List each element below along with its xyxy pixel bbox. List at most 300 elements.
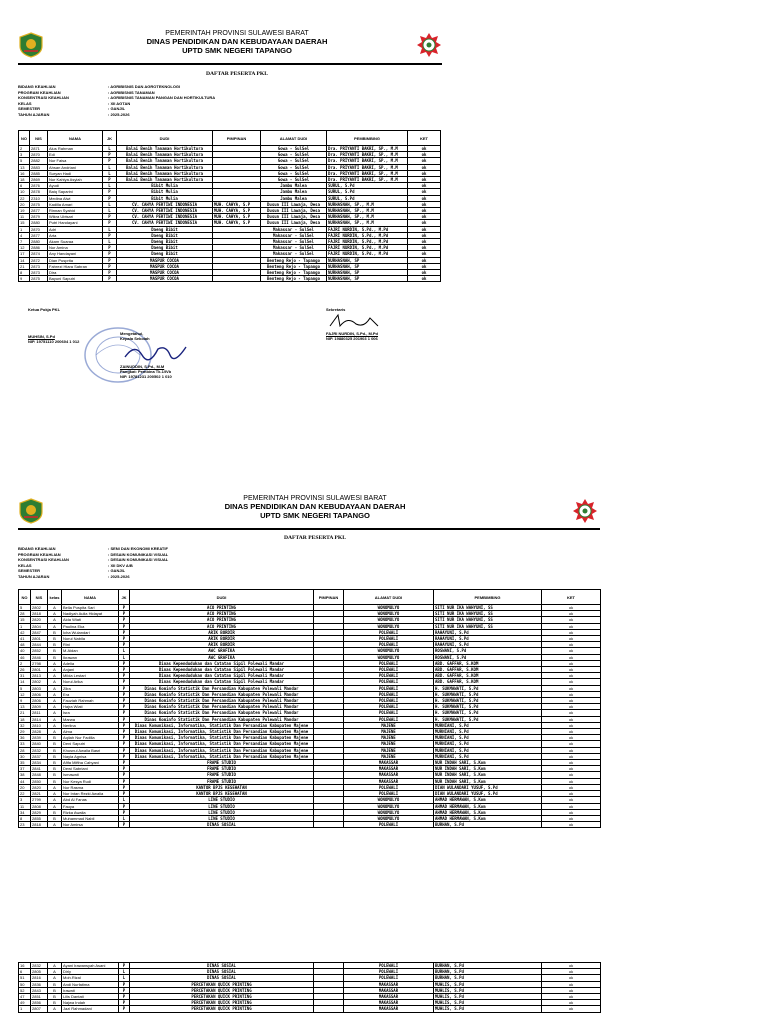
table-cell: Dinas Kependudukan dan Catatan Sipil Polewali Mandar [130,679,314,685]
table-cell: 20 [19,784,31,790]
table-cell: MURNIANI, S.Pd [434,735,542,741]
table-cell: NUR INDAH SARI, S.Kom [434,760,542,766]
table-cell: Kadilla Amari [48,201,103,207]
column-header: JK [119,590,130,605]
table-cell: MAKASSAR [344,994,434,1000]
table-cell: MAJENE [344,735,434,741]
table-cell: SITI NUR IKA WAHYUNI, SS [434,611,542,617]
table-cell: 9 [19,698,31,704]
column-header: NAMA [62,590,119,605]
table-cell: P [119,623,130,629]
table-cell: MAJENE [344,722,434,728]
table-cell: MASPUR COCOA [117,270,213,276]
table-cell: 4 [19,232,30,238]
table-cell: BURHAN, S.Pd [434,969,542,975]
table-cell: P [119,994,130,1000]
table-cell: DINAS SOSIAL [130,969,314,975]
table-cell: MAKASSAR [344,1006,434,1012]
table-cell: 2870 [30,152,48,158]
table-cell: ok [542,784,601,790]
table-cell: Dirly [62,969,119,975]
table-cell: Ismawati [62,772,119,778]
table-cell: 2 [19,660,31,666]
table-cell: AHMAD HERMAWAN, S.Kom [434,809,542,815]
table-cell: PERCETAKAN QUICK PRINTING [130,1000,314,1006]
table-cell: ABD. GAFFAR, S.KOM [434,667,542,673]
table-cell: ok [542,797,601,803]
table-cell: Aqilah Nur Fadilla [62,735,119,741]
table-cell: ok [542,809,601,815]
table-cell: 2875 [30,201,48,207]
table-cell: H. SUKMAWATI, S.Pd [434,691,542,697]
table-cell: 2803 [31,685,48,691]
table-cell: Wikra Ubtsari [48,214,103,220]
table-cell: A [48,698,62,704]
table-cell: Muhammad Nabil [62,815,119,821]
table-row [19,1006,601,1012]
table-cell: A [48,822,62,828]
principal-signature-icon [120,341,190,363]
table-cell: Dinas Komunikasi, Informatika, Statistik Dan Persandian Kabupaten Majene [130,735,314,741]
table-cell: ok [408,270,441,276]
column-header: ALAMAT DUDI [344,590,434,605]
table-cell: B [48,747,62,753]
table-cell: MURNIANI, S.Pd [434,753,542,759]
table-cell: 2877 [30,232,48,238]
table-cell: RAHAYUNI, S.Pd [434,642,542,648]
table-cell: Bibit Mulia [117,189,213,195]
table-cell: P [119,963,130,969]
table-cell: 2802 [31,605,48,611]
column-header: NAMA [48,131,103,146]
table-cell: ok [408,170,441,176]
table-cell: MURNIANI, S.Pd [434,747,542,753]
table-cell: ACO PRINTING [130,605,314,611]
table-cell: 8 [19,270,30,276]
table-cell: Lilis Dantati [62,994,119,1000]
table-cell: B [48,648,62,654]
table-cell: 36 [19,735,31,741]
table-cell: POLEWALI [344,636,434,642]
table-cell: 30 [19,753,31,759]
table-cell: 2802 [31,679,48,685]
table-cell: P [103,270,117,276]
table-cell: Balai Benih Tanaman Hortikultura [117,146,213,152]
column-header: PEMBIMBING [434,590,542,605]
table-cell: Afifa Miftha Cahyani [62,760,119,766]
meta-label: TAHUN AJARAN [18,573,50,579]
right-signer-name: FAJRI NURDIN, S.Pd., M.Pd [326,331,379,336]
table-cell: DIAN WULANDARI YUSUF, S.Pd [434,791,542,797]
table-cell: 9 [19,276,30,282]
table-cell: Gowa - SulSel [261,164,327,170]
table-cell: 2877 [30,208,48,214]
table-cell: Medina Alwi [48,195,103,201]
table-cell: ABD. GAFFAR, S.KOM [434,660,542,666]
table-cell: Benteng Rejo - Tapango [261,263,327,269]
table-cell: 2873 [30,270,48,276]
table-cell: B [48,815,62,821]
column-header: PEMBIMBING [327,131,408,146]
table-cell: Anjani [62,667,119,673]
table-cell: ok [542,963,601,969]
left-signer-nip: NIP. 19751110 200604 1 012 [28,339,80,344]
school-name: UPTD SMK NEGERI TAPANGO [182,45,292,55]
table-cell: Aida Wiati [62,617,119,623]
table-cell: 2836 [31,981,48,987]
table-cell: MURNIANI, S.Pd [434,741,542,747]
table-cell: A [48,969,62,975]
mid-signer-role: Kepala Sekolah [120,336,150,341]
table-cell: ARIK BORDIR [130,629,314,635]
table-cell: Ahsan Andriani [48,164,103,170]
table-cell: NURHASNAH, SP [327,270,408,276]
table-cell: P [119,642,130,648]
table-cell: Dra. PRIYANTI BAKRI, SP., M.M [327,152,408,158]
table-cell: ok [542,1006,601,1012]
table-cell: B [48,766,62,772]
table-cell: ok [542,710,601,716]
table-cell: Isra [62,710,119,716]
table-cell: Nur Faisa [48,158,103,164]
table-cell: ok [542,729,601,735]
table-cell: ok [542,822,601,828]
table-cell: DINAS SOSIAL [130,822,314,828]
table-cell: 2885 [30,170,48,176]
table-cell: Nur Rasma [62,784,119,790]
table-cell: ok [408,152,441,158]
table-cell: NURHASNAH, SP [327,276,408,282]
table-cell: 29 [19,729,31,735]
table-cell: Hajra Wiati [62,704,119,710]
table-cell: Dinas Komunikasi, Informatika, Statistik Dan Persandian Kabupaten Majene [130,722,314,728]
table-cell: Dinas Kominfo Statistik Dan Persandian Kabupaten Polewali Mandar [130,698,314,704]
table-cell: MAKASSAR [344,1000,434,1006]
table-cell: ABD. GAFFAR, S.KOM [434,679,542,685]
table-cell: ok [408,251,441,257]
table-cell: ok [542,760,601,766]
table-cell: ok [542,753,601,759]
table-cell: 40 [19,648,31,654]
table-cell: ROSWANI, S.Pd [434,654,542,660]
table-cell: 12 [19,245,30,251]
table-cell: L [103,170,117,176]
table-cell: Jambu Malea [261,183,327,189]
table-cell: 2814 [31,716,48,722]
table-cell: 18 [19,177,30,183]
table-cell: P [119,710,130,716]
table-cell: 2847 [31,629,48,635]
table-cell: Dinas Kependudukan dan Catatan Sipil Polewali Mandar [130,673,314,679]
table-cell: A [48,716,62,722]
table-cell: ok [542,747,601,753]
table-cell: Dewi Sabriani [62,766,119,772]
table-cell: NUR INDAH SARI, S.Kom [434,766,542,772]
column-header: NIS [30,131,48,146]
table-cell: 2880 [30,239,48,245]
table-cell: WONOMULYO [344,803,434,809]
table-cell: B [48,987,62,993]
table-cell: 1 [19,1006,31,1012]
table-cell: 23 [19,822,31,828]
table-cell [213,276,261,282]
table-cell: Era [62,691,119,697]
table-cell: 2806 [31,698,48,704]
signature-left [28,307,79,344]
table-cell: 42 [19,629,31,635]
participants-table [18,130,441,282]
table-cell: ABD. GAFFAR, S.KOM [434,673,542,679]
table-cell: A [48,605,62,611]
table-cell: Icha Wulandari [62,629,119,635]
table-cell: P [103,263,117,269]
table-cell: Nur Amina [48,245,103,251]
table-cell: SITI NUR IKA WAHYUNI, SS [434,623,542,629]
table-cell: Benteng Rejo - Tapango [261,270,327,276]
table-cell: B [48,735,62,741]
table-cell: P [103,232,117,238]
table-cell: Nerlina [62,722,119,728]
table-cell: AHMAD HERMAWAN, S.Kom [434,815,542,821]
table-cell: P [119,784,130,790]
table-cell: POLEWALI [344,710,434,716]
table-cell: A [48,623,62,629]
meta-value: : XII AGTAN [108,100,131,106]
table-cell: POLEWALI [344,698,434,704]
table-cell: ok [542,617,601,623]
table-cell [314,1006,344,1012]
table-cell: ok [542,994,601,1000]
table-cell: Jambu Malea [261,195,327,201]
table-cell: 2886 [30,245,48,251]
table-cell: 2829 [31,809,48,815]
table-cell: B [48,994,62,1000]
table-cell: Nur Intan Rezki Awalia [62,791,119,797]
table-cell: 11 [19,214,30,220]
table-cell: MUH. CAHYA, S.P [213,201,261,207]
table-cell: Makassar - SulSel [261,245,327,251]
table-cell: WONOMULYO [344,648,434,654]
table-cell: WONOMULYO [344,809,434,815]
table-cell: 2820 [31,784,48,790]
table-cell: 26 [19,667,31,673]
table-cell: P [119,981,130,987]
table-cell: P [103,245,117,251]
table-cell: L [103,164,117,170]
table-cell: ok [542,673,601,679]
table-cell: 2878 [30,189,48,195]
table-cell: SITI NUR IKA WAHYUNI, SS [434,617,542,623]
table-cell: Abd Al Fanas [62,797,119,803]
table-cell: B [48,772,62,778]
table-cell: FAJRI NURDIN, S.Pd., M.Pd [327,251,408,257]
meta-value: : GANJIL [108,568,126,574]
table-cell: WONOMULYO [344,815,434,821]
table-cell: Balai Benih Tanaman Hortikultura [117,170,213,176]
table-cell: AHMAD HERMAWAN, S.Kom [434,803,542,809]
table-cell: PERCETAKAN QUICK PRINTING [130,994,314,1000]
table-cell: 2805 [31,969,48,975]
table-cell: ok [542,969,601,975]
table-cell: A [48,617,62,623]
table-cell: Bibit Mulia [117,195,213,201]
table-cell: POLEWALI [344,667,434,673]
table-cell: Irawati [62,987,119,993]
table-cell: Suryan Hadi [48,170,103,176]
table-cell: L [119,648,130,654]
table-cell: Dinas Komunikasi, Informatika, Statistik Dan Persandian Kabupaten Majene [130,741,314,747]
table-cell: P [103,257,117,263]
participants-table-continued [18,962,601,1013]
signature-right [326,307,386,341]
participants-table [18,589,601,828]
agency-name: DINAS PENDIDIKAN DAN KEBUDAYAAN DAERAH [146,37,328,47]
table-cell: FAJRI NURDIN, S.Pd., M.Pd [327,245,408,251]
table-cell: Daeng Bibit [117,239,213,245]
table-cell: ok [542,803,601,809]
table-cell: Daeng Bibit [117,245,213,251]
table-cell: A [48,704,62,710]
table-cell: Nurul Nabila [62,636,119,642]
table-cell: Gowa - SulSel [261,152,327,158]
table-cell: 2839 [31,735,48,741]
table-cell: MUHLIS, S.Pd [434,1000,542,1006]
table-cell: 22 [19,791,31,797]
table-cell: ok [408,177,441,183]
table-cell: 2843 [31,987,48,993]
table-cell: ACO PRINTING [130,617,314,623]
table-cell: ok [408,208,441,214]
table-cell: NURHASNAH, SP., M.M [327,201,408,207]
mid-signer-rank: Pangkat: Pembina Tk.1/IVb [120,369,172,374]
table-cell: ok [542,716,601,722]
table-cell: Nayla Agnisa [62,753,119,759]
table-cell: 19 [19,208,30,214]
table-cell: 2844 [31,642,48,648]
letterhead [0,495,630,520]
table-cell: Dinas Komunikasi, Informatika, Statistik Dan Persandian Kabupaten Majene [130,729,314,735]
table-cell: POLEWALI [344,629,434,635]
table-cell: ok [542,741,601,747]
table-cell: Ikrawan [62,654,119,660]
table-cell: FRAME STUDIO [130,766,314,772]
table-cell: Dusun III Lawaja, Desa [261,214,327,220]
column-header: NO [19,590,31,605]
table-cell: P [119,704,130,710]
table-cell: P [119,803,130,809]
table-cell: KANTOR BPJS KESEHATAN [130,784,314,790]
table-cell: 21 [19,710,31,716]
table-cell: MASPUR COCOA [117,276,213,282]
column-header: PIMPINAN [213,131,261,146]
table-cell: P [119,772,130,778]
table-cell: Dinas Kominfo Statistik Dan Persandian Kabupaten Polewali Mandar [130,704,314,710]
table-cell: ok [542,636,601,642]
table-cell: P [119,735,130,741]
table-cell: MURNIANI, S.Pd [434,729,542,735]
table-cell: ok [542,815,601,821]
table-cell: A [48,691,62,697]
table-cell: FRAME STUDIO [130,760,314,766]
table-cell: Putri Handayani [48,220,103,226]
table-cell: A [48,1006,62,1012]
table-cell: 2828 [31,729,48,735]
table-cell: 35 [19,760,31,766]
table-cell: WONOMULYO [344,623,434,629]
table-cell: MAKASSAR [344,760,434,766]
table-cell: A [48,963,62,969]
table-cell: 1 [19,226,30,232]
column-header: PIMPINAN [314,590,344,605]
table-cell: ok [408,226,441,232]
column-header: DUDI [130,590,314,605]
table-cell: ok [408,257,441,263]
table-cell: CV. CAHYA PERTIWI INDONESIA [117,201,213,207]
table-cell: P [103,158,117,164]
table-cell: Makassar - SulSel [261,232,327,238]
table-cell: 2807 [31,1006,48,1012]
table-cell: Ayudi [48,183,103,189]
table-cell: FRAME STUDIO [130,778,314,784]
table-cell: POLEWALI [344,716,434,722]
table-cell: P [119,679,130,685]
table-cell: Balai Benih Tanaman Hortikultura [117,177,213,183]
table-cell: A [48,710,62,716]
table-cell: B [48,778,62,784]
table-cell: 2806 [31,691,48,697]
table-cell: A [48,722,62,728]
table-cell: ok [408,220,441,226]
table-cell: 34 [19,809,31,815]
table-cell: ACO PRINTING [130,611,314,617]
table-cell: 6 [19,183,30,189]
table-cell: CV. CAHYA PERTIWI INDONESIA [117,208,213,214]
table-cell: AWC GRAFIKA [130,654,314,660]
table-cell: 2852 [31,648,48,654]
table-cell: Dusun III Lawaja, Desa [261,208,327,214]
table-cell: Khusnul Awalia Basri [62,747,119,753]
table-cell: Dinas Kominfo Statistik Dan Persandian Kabupaten Polewali Mandar [130,691,314,697]
table-cell: MUHLIS, S.Pd [434,981,542,987]
table-cell: POLEWALI [344,704,434,710]
meta-label: KONSENTRASI KEAHLIAN [18,95,69,101]
table-cell: Makassar - SulSel [261,226,327,232]
table-cell: Bayuni Saputri [48,276,103,282]
table-cell: Dinas Kominfo Statistik Dan Persandian Kabupaten Polewali Mandar [130,685,314,691]
table-cell: PERCETAKAN QUICK PRINTING [130,987,314,993]
table-cell: L [103,208,117,214]
table-cell: 2818 [31,822,48,828]
table-cell: P [119,716,130,722]
letterhead-divider [18,63,442,65]
mid-signer-name: ZAINUDDIN, S.Pd., M.M [120,364,165,369]
table-cell: 3 [19,797,31,803]
table-cell: 50 [19,981,31,987]
table-cell: 2801 [31,667,48,673]
table-cell: Alus Rahman [48,146,103,152]
table-cell: P [119,629,130,635]
table-cell: RAHAYUNI, S.Pd [434,636,542,642]
table-cell: M.Aidan [62,648,119,654]
table-cell: ok [542,722,601,728]
table-cell: MASPUR COCOA [117,257,213,263]
table-cell: P [119,611,130,617]
table-cell: BURHAN, S.Pd [434,822,542,828]
table-cell: MASPUR COCOA [117,263,213,269]
table-cell: FRAME STUDIO [130,772,314,778]
table-cell: ok [542,642,601,648]
table-cell: 15 [19,617,31,623]
